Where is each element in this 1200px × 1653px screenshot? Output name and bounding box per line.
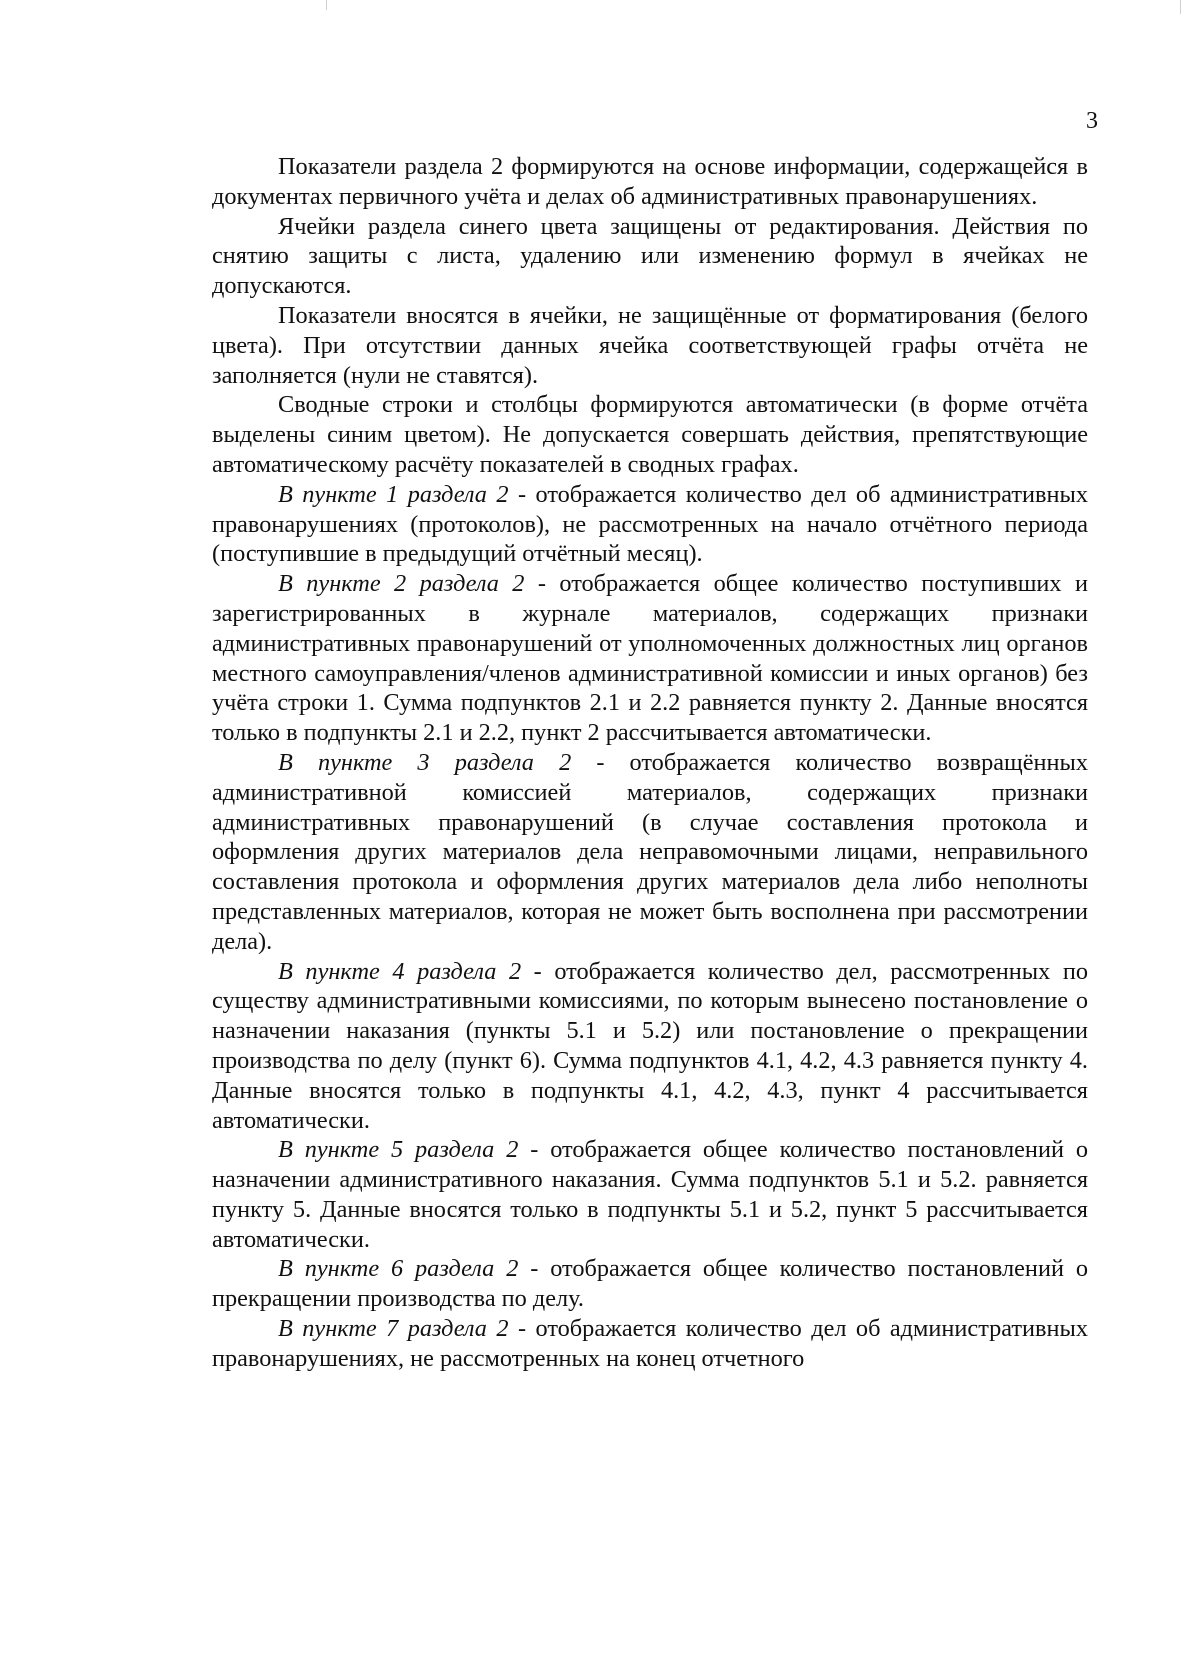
paragraph-indicators-source bbox=[212, 152, 1088, 212]
paragraph-item-4 bbox=[212, 957, 1088, 1136]
paragraph-text: Сводные строки и столбцы формируются автоматически (в форме отчёта выделены синим цветом). Не допускается совершать действия, препятствующие автоматическому расчёту показателей в сводных графах. bbox=[212, 391, 1088, 478]
paragraph-lead: В пункте 6 раздела 2 bbox=[278, 1255, 519, 1283]
paragraph-protected-cells bbox=[212, 212, 1088, 301]
page-number: 3 bbox=[1086, 108, 1098, 134]
paragraph-item-5 bbox=[212, 1135, 1088, 1254]
paragraph-text: - отображается количество возвращённых административной комиссией материалов, содержащих признаки административных правонарушений (в случае составления протокола и оформления других материалов дела неправомочными лицами, неправильного составления протокола и оформления других материалов дела либо неполноты представленных материалов, которая не может быть восполнена при рассмотрении дела). bbox=[212, 748, 1089, 955]
document-body bbox=[212, 152, 1088, 1374]
paragraph-item-3 bbox=[212, 748, 1088, 957]
paragraph-text: - отображается количество дел, рассмотренных по существу административными комиссиями, по которым вынесено постановление о назначении наказания (пункты 5.1 и 5.2) или постановление о прекращении производства по делу (пункт 6). Сумма подпунктов 4.1, 4.2, 4.3 равняется пункту 4. Данные вносятся только в подпункты 4.1, 4.2, 4.3, пункт 4 рассчитывается автоматически. bbox=[212, 957, 1088, 1134]
paragraph-text: - отображается количество дел об административных правонарушениях (протоколов), не рассмотренных на начало отчётного периода (поступившие в предыдущий отчётный месяц). bbox=[212, 480, 1088, 568]
paragraph-text: - отображается общее количество поступивших и зарегистрированных в журнале материалов, содержащих признаки административных правонарушений от уполномоченных должностных лиц органов местного самоуправления/членов административной комиссии и иных органов) без учёта строки 1. Сумма подпунктов 2.1 и 2.2 равняется пункту 2. Данные вносятся только в подпункты 2.1 и 2.2, пункт 2 рассчитывается автоматически. bbox=[212, 570, 1088, 747]
paragraph-text: Показатели раздела 2 формируются на основе информации, содержащейся в документах первичного учёта и делах об административных правонарушениях. bbox=[212, 153, 1088, 210]
paragraph-item-7 bbox=[212, 1314, 1088, 1374]
paragraph-lead: В пункте 1 раздела 2 bbox=[278, 480, 509, 508]
scan-edge-mark-top bbox=[326, 0, 327, 10]
paragraph-text: Показатели вносятся в ячейки, не защищённые от форматирования (белого цвета). При отсутствии данных ячейка соответствующей графы отчёта не заполняется (нули не ставятся). bbox=[212, 301, 1088, 389]
paragraph-item-1 bbox=[212, 480, 1088, 569]
paragraph-text: Ячейки раздела синего цвета защищены от редактирования. Действия по снятию защиты с листа, удалению или изменению формул в ячейках не допускаются. bbox=[212, 212, 1088, 300]
paragraph-text: - отображается количество дел об административных правонарушениях, не рассмотренных на конец отчетного bbox=[212, 1315, 1088, 1372]
paragraph-lead: В пункте 3 раздела 2 bbox=[278, 748, 572, 776]
paragraph-lead: В пункте 7 раздела 2 bbox=[278, 1315, 509, 1343]
paragraph-item-2 bbox=[212, 569, 1088, 748]
paragraph-lead: В пункте 2 раздела 2 bbox=[278, 570, 525, 598]
paragraph-entering-values bbox=[212, 301, 1088, 390]
paragraph-lead: В пункте 5 раздела 2 bbox=[278, 1136, 519, 1164]
paragraph-lead: В пункте 4 раздела 2 bbox=[278, 957, 522, 985]
paragraph-summary-rows bbox=[212, 390, 1088, 479]
paragraph-item-6 bbox=[212, 1254, 1088, 1314]
scan-edge-mark-right bbox=[1180, 0, 1181, 14]
paragraph-text: - отображается общее количество постановлений о прекращении производства по делу. bbox=[212, 1255, 1088, 1313]
paragraph-text: - отображается общее количество постановлений о назначении административного наказания. Сумма подпунктов 5.1 и 5.2. равняется пункту 5. Данные вносятся только в подпункты 5.1 и 5.2, пункт 5 рассчитывается автоматически. bbox=[212, 1136, 1088, 1253]
